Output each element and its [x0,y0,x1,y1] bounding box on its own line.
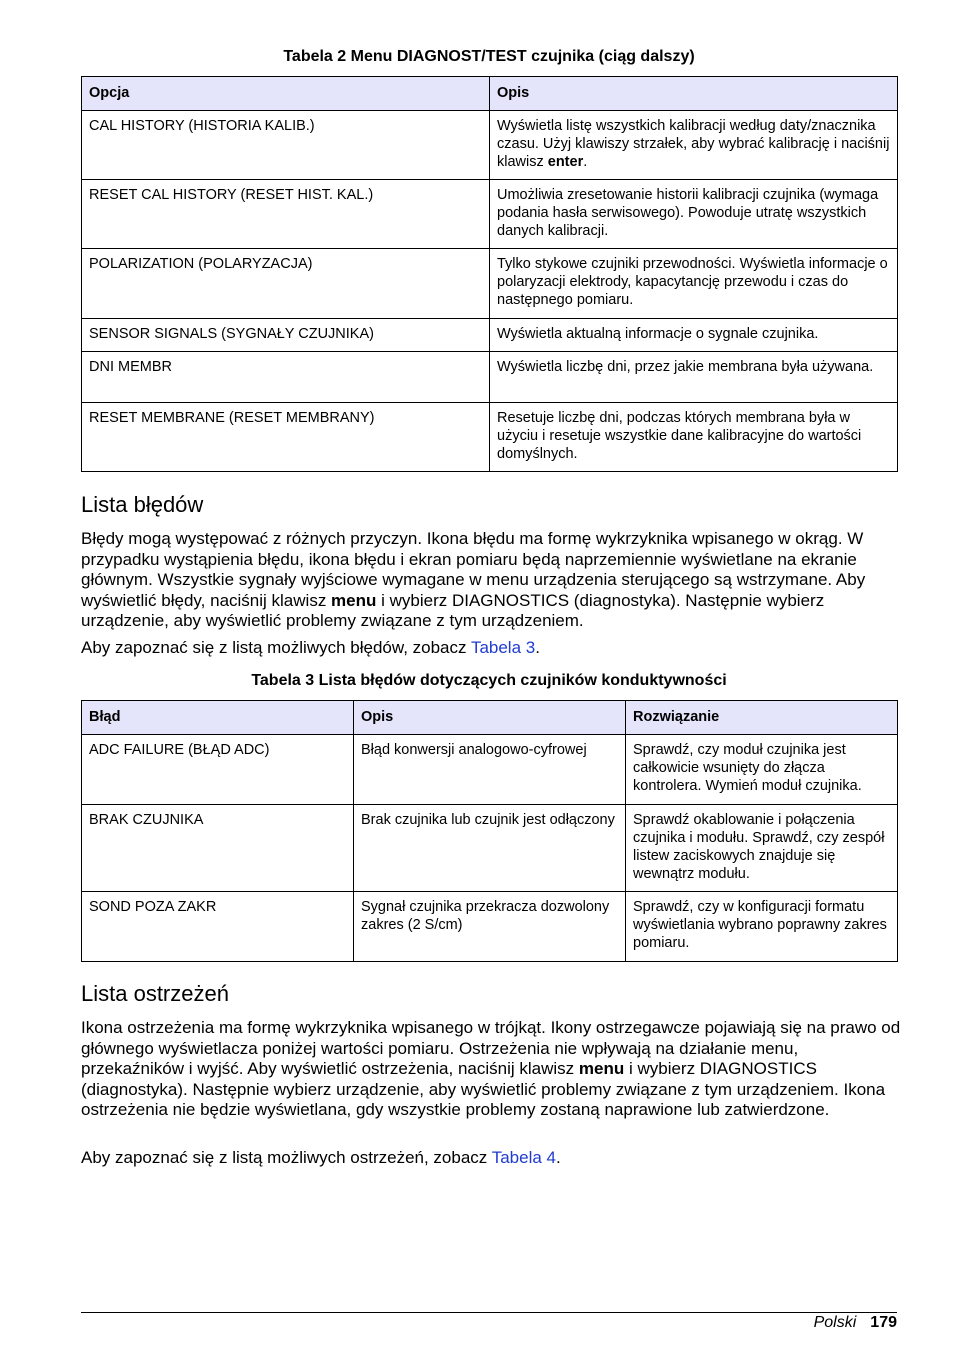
table-row [82,735,898,805]
warnings-paragraph-text: Ikona ostrzeżenia ma formę wykrzyknika wpisanego w trójkąt. Ikony ostrzegawcze pojawiają się na prawo od głównego wyświetlacza poniżej wartości pomiaru. Ostrzeżenia nie wpływają na działanie menu, przekaźników i wyjść. Aby wyświetlić ostrzeżenia, naciśnij klawisz [81,1018,901,1079]
menu-key-label: menu [331,590,377,610]
warnings-reference-end: . [555,1148,561,1167]
warnings-paragraph [81,1018,901,1121]
table3-link[interactable]: Tabela 3 [470,638,536,657]
enter-key-label: enter [547,154,584,170]
description-cell: Brak czujnika lub czujnik jest odłączony [354,805,626,892]
description-cell [490,111,898,180]
description-text-end: . [583,154,588,170]
table-row [82,892,898,962]
solution-cell: Sprawdź, czy w konfiguracji formatu wyświetlania wybrano poprawny zakres pomiaru. [626,892,898,962]
errors-reference-paragraph [81,638,901,659]
errors-reference-text: Aby zapoznać się z listą możliwych błędów, zobacz [81,638,471,657]
table-row [82,180,898,249]
solution-cell: Sprawdź, czy moduł czujnika jest całkowicie wsunięty do złącza kontrolera. Wymień moduł czujnika. [626,735,898,805]
option-cell: RESET CAL HISTORY (RESET HIST. KAL.) [82,180,490,249]
errors-paragraph-text: Błędy mogą występować z różnych przyczyn. Ikona błędu ma formę wykrzyknika wpisanego w okrąg. W przypadku wystąpienia błędu, ikona błędu i ekran pomiaru będą naprzemiennie wyświetlane na ekranie głównym. Wszystkie sygnały wyjściowe wymagane w menu urządzenia sterującego są wstrzymane. Aby wyświetlić błędy, naciśnij klawisz [81,529,866,610]
table-row [82,352,898,403]
table4-link[interactable]: Tabela 4 [491,1148,556,1167]
column-header-description: Opis [354,701,626,735]
errors-paragraph [81,529,901,632]
footer [814,1313,897,1333]
footer-language: Polski [813,1314,857,1331]
table-row [82,249,898,319]
description-cell: Błąd konwersji analogowo-cyfrowej [354,735,626,805]
errors-reference-end: . [535,638,540,657]
errors-paragraph-text-end: i wybierz DIAGNOSTICS (diagnostyka). Następnie wybierz urządzenie, aby wyświetlić problemy związane z tym urządzeniem. [81,590,825,631]
column-header-solution: Rozwiązanie [626,701,898,735]
error-cell: ADC FAILURE (BŁĄD ADC) [82,735,354,805]
description-cell: Umożliwia zresetowanie historii kalibracji czujnika (wymaga podania hasła serwisowego). Powoduje utratę wszystkich danych kalibracji. [490,180,898,249]
error-cell: SOND POZA ZAKR [82,892,354,962]
error-cell: BRAK CZUJNIKA [82,805,354,892]
column-header-description: Opis [490,77,898,111]
description-cell: Wyświetla aktualną informacje o sygnale czujnika. [490,319,898,352]
description-cell: Resetuje liczbę dni, podczas których membrana była w użyciu i resetuje wszystkie dane kalibracyjne do wartości domyślnych. [490,403,898,472]
footer-divider [81,1312,897,1313]
table-header-row [82,701,898,735]
warnings-heading: Lista ostrzeżeń [81,981,229,1006]
table-row [82,111,898,180]
warnings-paragraph-text-end: i wybierz DIAGNOSTICS (diagnostyka). Następnie wybierz urządzenie, aby wyświetlić problemy związane z tym urządzeniem. Ikona ostrzeżenia nie będzie wyświetlana, gdy wszystkie problemy zostaną naprawione lub zatwierdzone. [81,1059,886,1120]
page-number: 179 [870,1314,897,1331]
option-cell: POLARIZATION (POLARYZACJA) [82,249,490,319]
option-cell: SENSOR SIGNALS (SYGNAŁY CZUJNIKA) [82,319,490,352]
description-cell: Sygnał czujnika przekracza dozwolony zakres (2 S/cm) [354,892,626,962]
description-cell: Tylko stykowe czujniki przewodności. Wyświetla informacje o polaryzacji elektrody, kapacytancję przewodu i czas do następnego pomiaru. [490,249,898,319]
option-cell: CAL HISTORY (HISTORIA KALIB.) [82,111,490,180]
table-header-row [82,77,898,111]
warnings-reference-text: Aby zapoznać się z listą możliwych ostrzeżeń, zobacz [81,1148,492,1167]
option-cell: RESET MEMBRANE (RESET MEMBRANY) [82,403,490,472]
table3 [81,700,898,962]
table-row [82,403,898,472]
column-header-error: Błąd [82,701,354,735]
description-cell: Wyświetla liczbę dni, przez jakie membrana była używana. [490,352,898,403]
solution-cell: Sprawdź okablowanie i połączenia czujnika i modułu. Sprawdź, czy zespół listew zaciskowych znajduje się wewnątrz modułu. [626,805,898,892]
column-header-option: Opcja [82,77,490,111]
description-text: Wyświetla listę wszystkich kalibracji według daty/znacznika czasu. Użyj klawiszy strzałek, aby wybrać kalibrację i naciśnij klawisz [497,118,890,170]
table-row [82,805,898,892]
errors-heading: Lista błędów [81,492,204,517]
table3-caption: Tabela 3 Lista błędów dotyczących czujników konduktywności [251,672,727,689]
option-cell: DNI MEMBR [82,352,490,403]
table2-caption: Tabela 2 Menu DIAGNOST/TEST czujnika (ciąg dalszy) [283,48,695,65]
menu-key-label: menu [578,1059,625,1079]
table2 [81,76,898,472]
warnings-reference-paragraph [81,1148,901,1169]
table-row [82,319,898,352]
